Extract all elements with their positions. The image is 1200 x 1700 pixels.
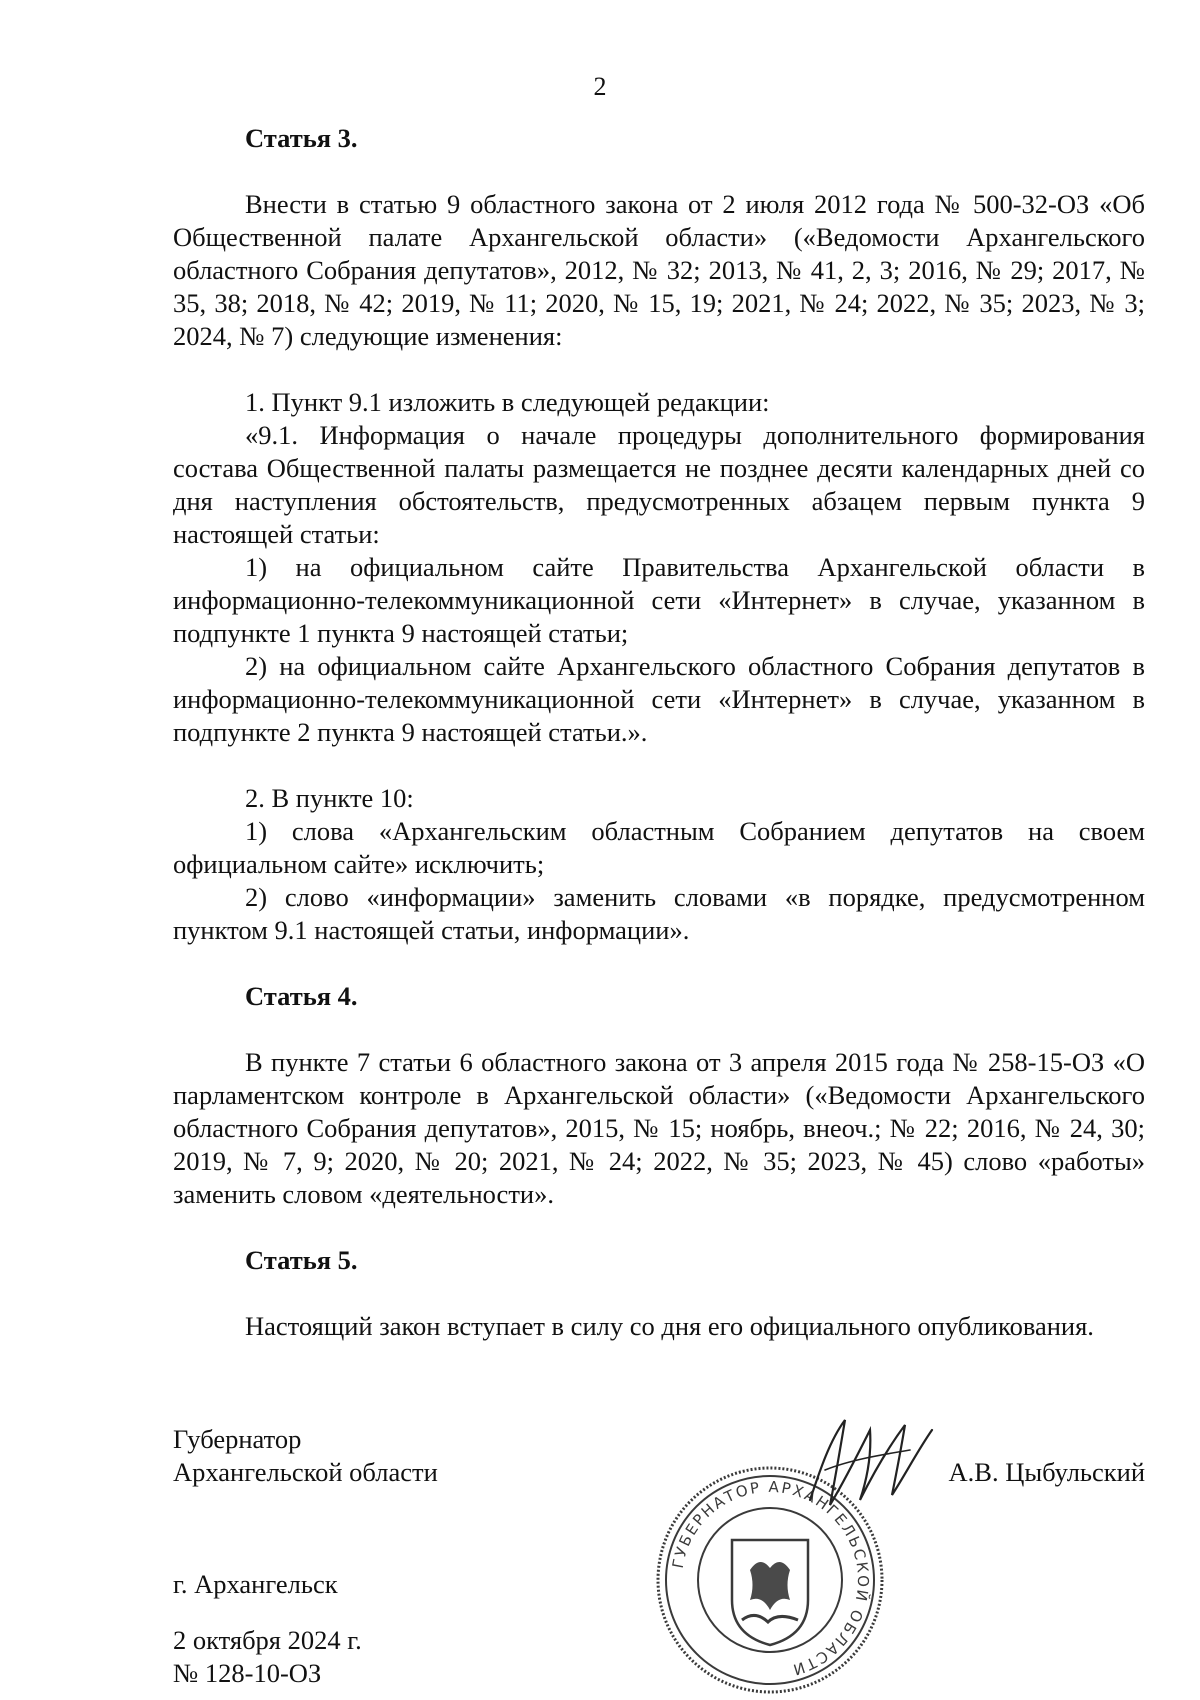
- signatory-name: А.В. Цыбульский: [948, 1457, 1145, 1487]
- signatory-position: [173, 1423, 438, 1489]
- signatory-position-line-2: Архангельской области: [173, 1457, 438, 1487]
- article-4-heading: Статья 4.: [245, 981, 358, 1011]
- document-body: [173, 112, 1145, 1343]
- article-3-item-2-sub-1: 1) слова «Архангельским областным Собранием депутатов на своем официальном сайте» исключить;: [173, 816, 1145, 879]
- place-of-signing: г. Архангельск: [173, 1569, 338, 1599]
- seal-text: ГУБЕРНАТОР АРХАНГЕЛЬСКОЙ ОБЛАСТИ: [668, 1477, 873, 1680]
- date-and-number: [173, 1624, 362, 1690]
- law-number: № 128-10-ОЗ: [173, 1658, 322, 1688]
- page-number: 2: [593, 72, 607, 101]
- article-3-item-1-sub-2: 2) на официальном сайте Архангельского областного Собрания депутатов в информационно-телекоммуникационной сети «Интернет» в случае, указанном в подпункте 2 пункта 9 настоящей статьи.».: [173, 651, 1145, 747]
- signatory-position-line-1: Губернатор: [173, 1424, 302, 1454]
- handwritten-signature: [800, 1410, 940, 1520]
- article-3-item-2-sub-2: 2) слово «информации» заменить словами «в порядке, предусмотренном пунктом 9.1 настоящей статьи, информации».: [173, 882, 1145, 945]
- article-4-text: В пункте 7 статьи 6 областного закона от 3 апреля 2015 года № 258-15-ОЗ «О парламентском контроле в Архангельской области» («Ведомости Архангельского областного Собрания депутатов», 2015, № 15; ноябрь, внеоч.; № 22; 2016, № 24, 30; 2019, № 7, 9; 2020, № 20; 2021, № 24; 2022, № 35; 2023, № 45) слово «работы» заменить словом «деятельности».: [173, 1047, 1145, 1209]
- article-3-intro: Внести в статью 9 областного закона от 2 июля 2012 года № 500-32-ОЗ «Об Общественной палате Архангельской области» («Ведомости Архангельского областного Собрания депутатов», 2012, № 32; 2013, № 41, 2, 3; 2016, № 29; 2017, № 35, 38; 2018, № 42; 2019, № 11; 2020, № 15, 19; 2021, № 24; 2022, № 35; 2023, № 3; 2024, № 7) следующие изменения:: [173, 189, 1145, 351]
- article-3-item-1-title: 1. Пункт 9.1 изложить в следующей редакции:: [245, 387, 770, 417]
- article-5-text: Настоящий закон вступает в силу со дня его официального опубликования.: [245, 1311, 1094, 1341]
- article-3-item-2-title: 2. В пункте 10:: [245, 783, 414, 813]
- article-3-item-1-sub-1: 1) на официальном сайте Правительства Архангельской области в информационно-телекоммуникационной сети «Интернет» в случае, указанном в подпункте 1 пункта 9 настоящей статьи;: [173, 552, 1145, 648]
- signing-date: 2 октября 2024 г.: [173, 1625, 362, 1655]
- article-3-heading: Статья 3.: [245, 123, 358, 153]
- article-5-heading: Статья 5.: [245, 1245, 358, 1275]
- article-3-item-1-text: «9.1. Информация о начале процедуры дополнительного формирования состава Общественной палаты размещается не позднее десяти календарных дней со дня наступления обстоятельств, предусмотренных абзацем первым пункта 9 настоящей статьи:: [173, 420, 1145, 549]
